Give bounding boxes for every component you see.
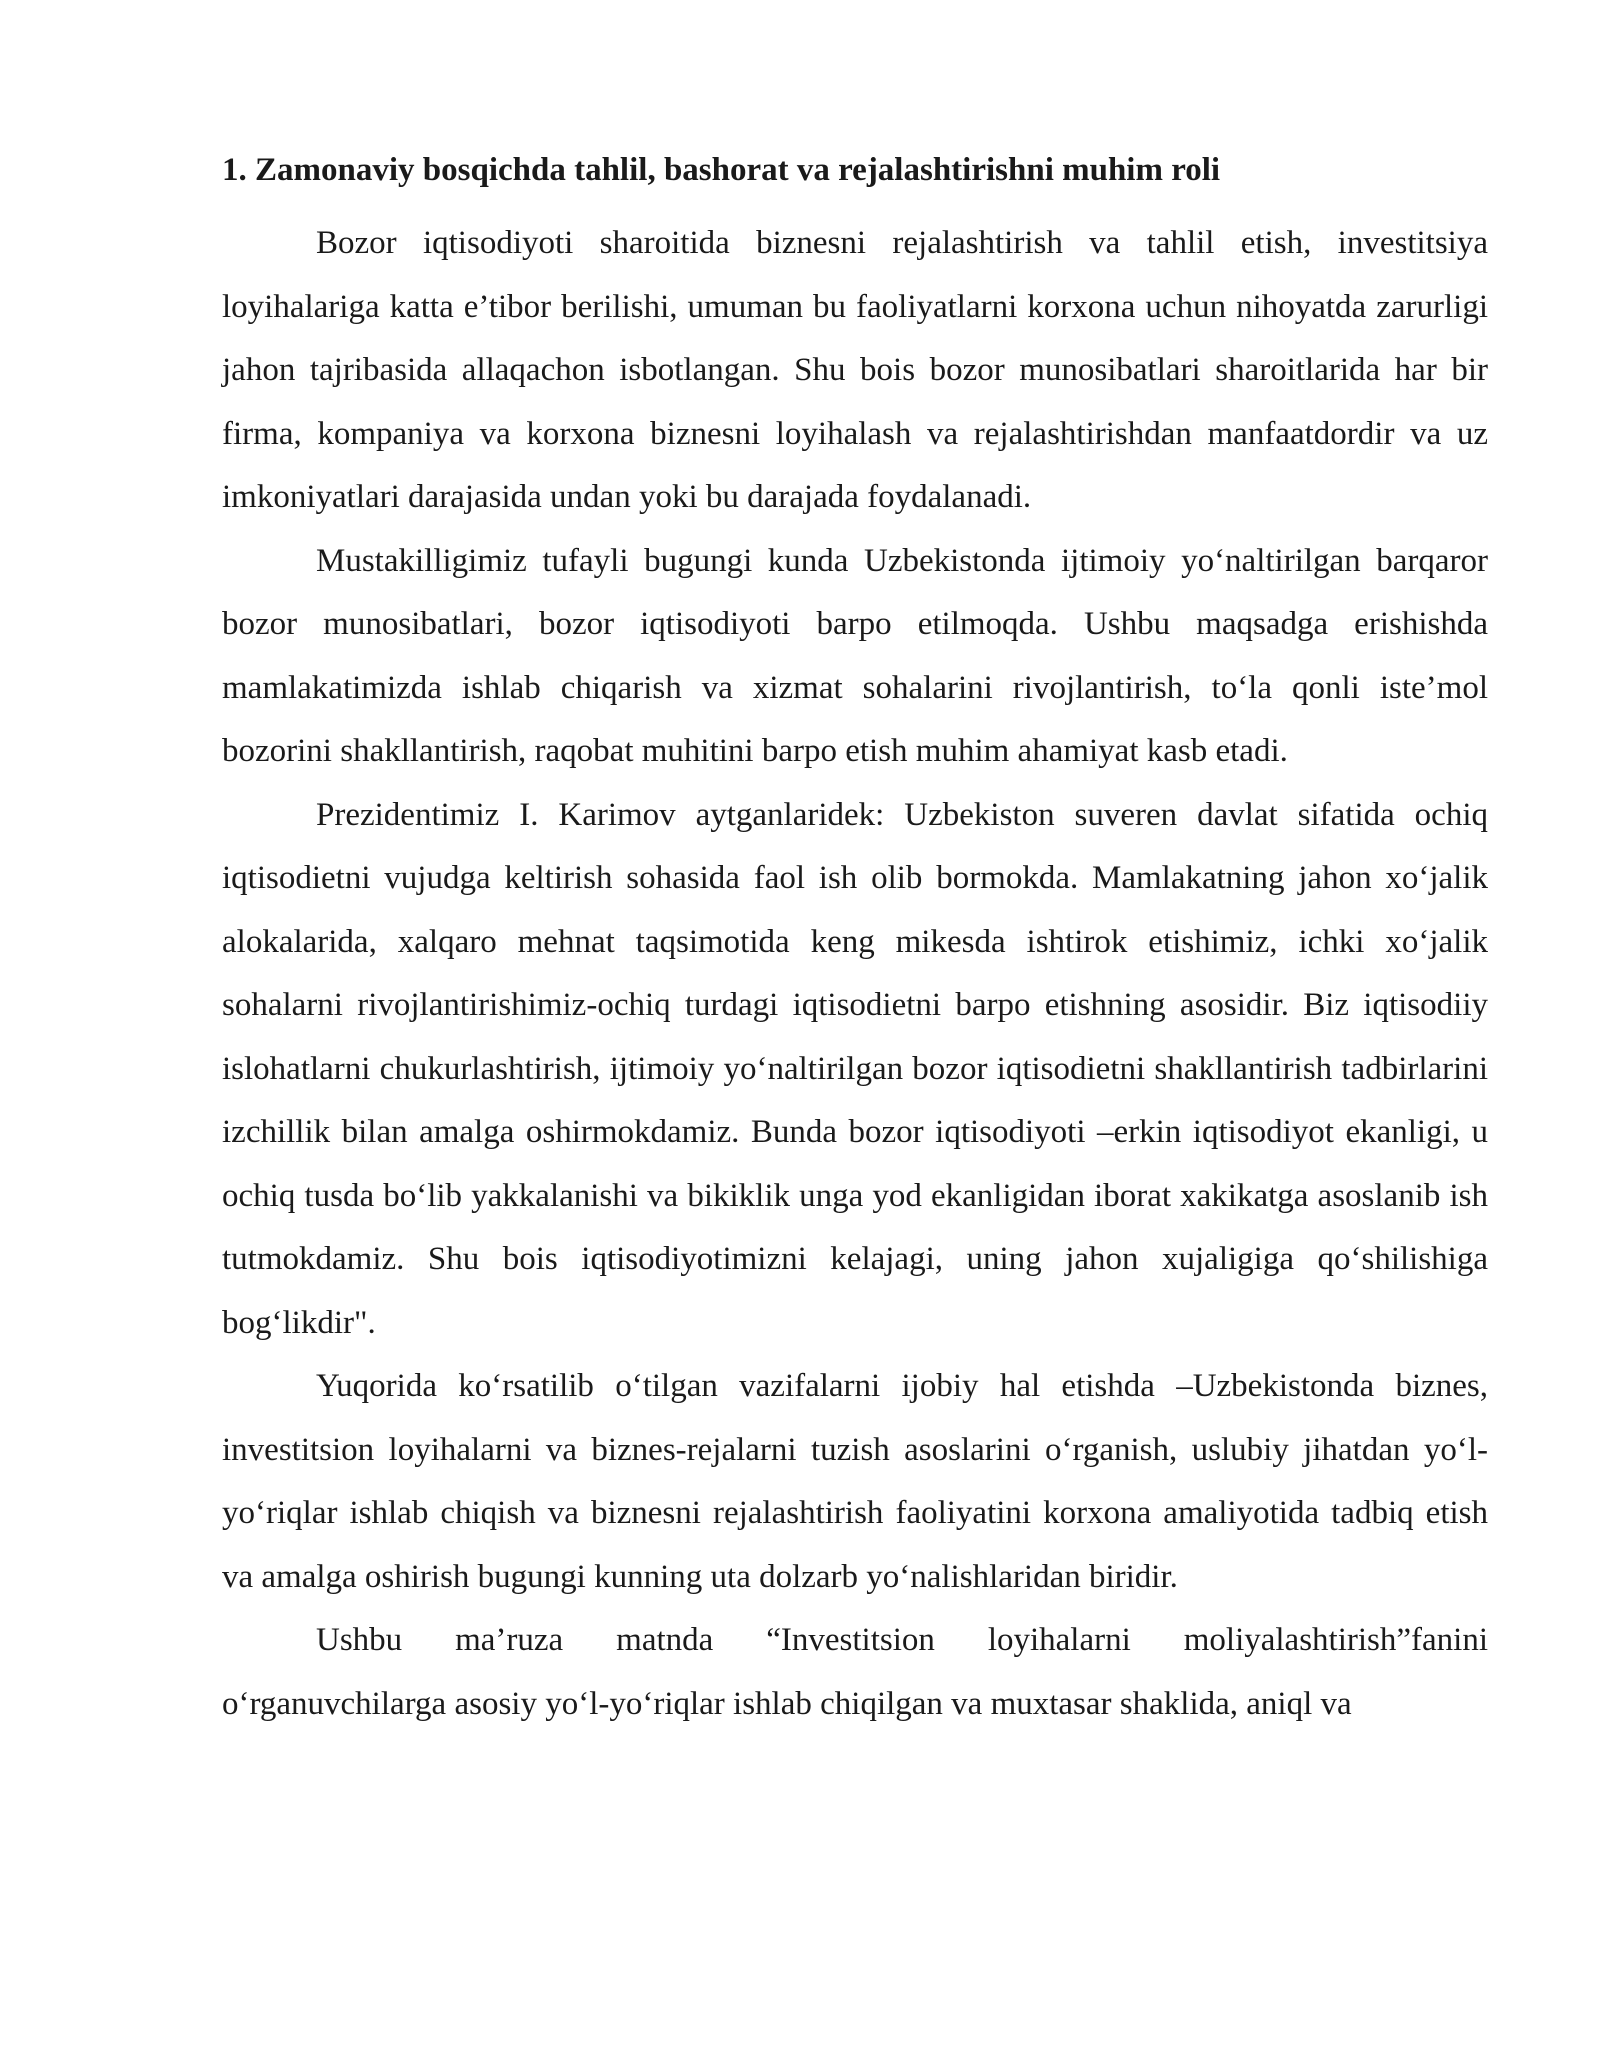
paragraph: Mustakilligimiz tufayli bugungi kunda Uzbekistonda ijtimoiy yo‘naltirilgan barqaror bozor munosibatlari, bozor iqtisodiyoti barpo etilmoqda. Ushbu maqsadga erishishda mamlakatimizda ishlab chiqarish va xizmat sohalarini rivojlantirish, to‘la qonli iste’mol bozorini shakllantirish, raqobat muhitini barpo etish muhim ahamiyat kasb etadi. xyxy=(222,542,1488,769)
section-heading: 1. Zamonaviy bosqichda tahlil, bashorat va rejalashtirishni muhim roli xyxy=(222,152,1221,188)
paragraph: Bozor iqtisodiyoti sharoitida biznesni rejalashtirish va tahlil etish, investitsiya loyihalariga katta e’tibor berilishi, umuman bu faoliyatlarni korxona uchun nihoyatda zarurligi jahon tajribasida allaqachon isbotlangan. Shu bois bozor munosibatlari sharoitlarida har bir firma, kompaniya va korxona biznesni loyihalash va rejalashtirishdan manfaatdordir va uz imkoniyatlari darajasida undan yoki bu darajada foydalanadi. xyxy=(222,225,1488,515)
paragraph: Prezidentimiz I. Karimov aytganlaridek: Uzbekiston suveren davlat sifatida ochiq iqtisodietni vujudga keltirish sohasida faol ish olib bormokda. Mamlakatning jahon xo‘jalik alokalarida, xalqaro mehnat taqsimotida keng mikesda ishtirok etishimiz, ichki xo‘jalik sohalarni rivojlantirishimiz-ochiq turdagi iqtisodietni barpo etishning asosidir. Biz iqtisodiiy islohatlarni chukurlashtirish, ijtimoiy yo‘naltirilgan bozor iqtisodietni shakllantirish tadbirlarini izchillik bilan amalga oshirmokdamiz. Bunda bozor iqtisodiyoti –erkin iqtisodiyot ekanligi, u ochiq tusda bo‘lib yakkalanishi va bikiklik unga yod ekanligidan iborat xakikatga asoslanib ish tutmokdamiz. Shu bois iqtisodiyotimizni kelajagi, uning jahon xujaligiga qo‘shilishiga bog‘likdir". xyxy=(222,796,1488,1341)
paragraph: Ushbu ma’ruza matnda “Investitsion loyihalarni moliyalashtirish”fanini o‘rganuvchilarga asosiy yo‘l-yo‘riqlar ishlab chiqilgan va muxtasar shaklida, aniql va xyxy=(222,1622,1488,1722)
paragraph: Yuqorida ko‘rsatilib o‘tilgan vazifalarni ijobiy hal etishda –Uzbekistonda biznes, investitsion loyihalarni va biznes-rejalarni tuzish asoslarini o‘rganish, uslubiy jihatdan yo‘l-yo‘riqlar ishlab chiqish va biznesni rejalashtirish faoliyatini korxona amaliyotida tadbiq etish va amalga oshirish bugungi kunning uta dolzarb yo‘nalishlaridan biridir. xyxy=(222,1368,1488,1595)
document-page xyxy=(222,150,1488,1736)
